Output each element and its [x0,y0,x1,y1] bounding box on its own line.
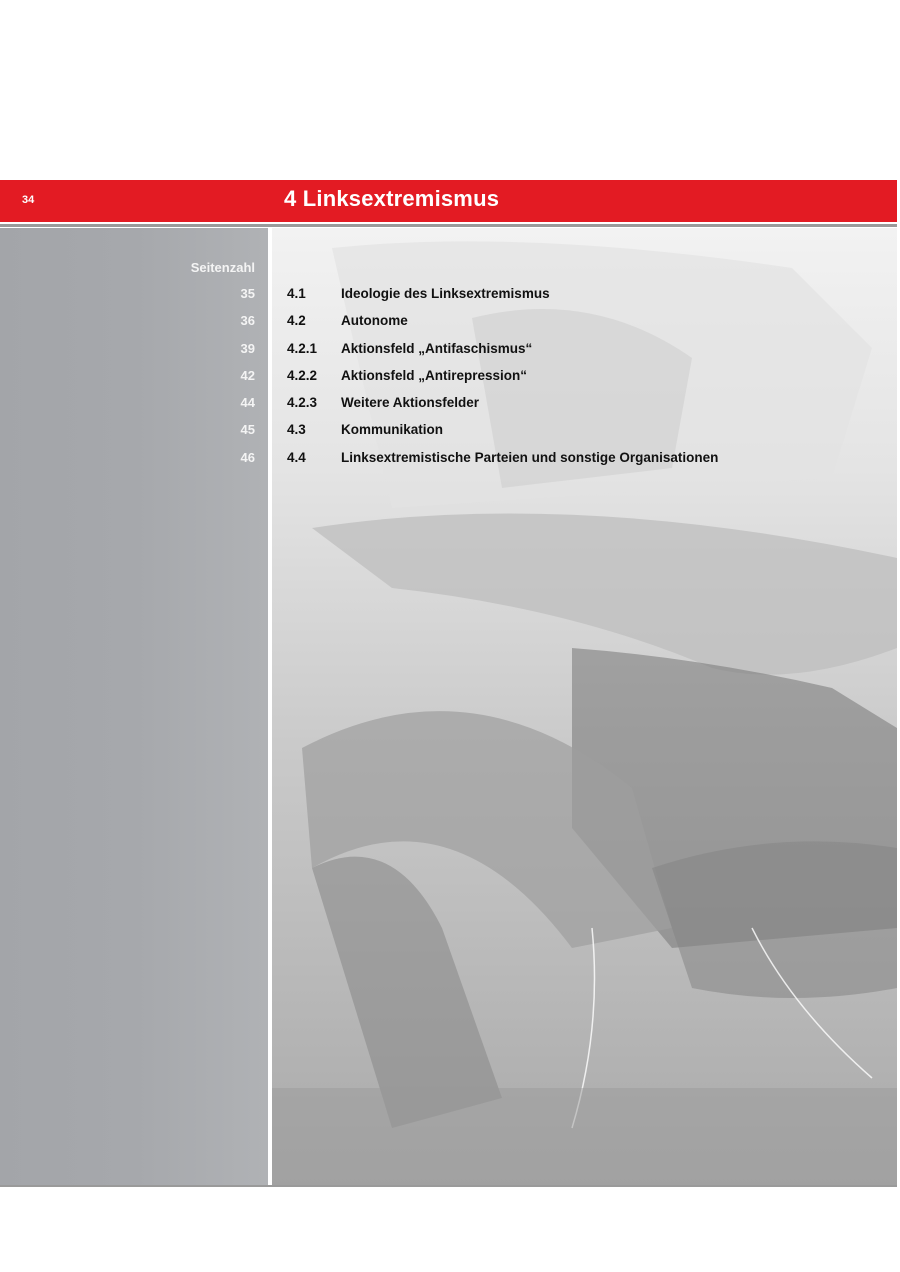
toc-section-title: Weitere Aktionsfelder [341,395,480,411]
toc-section-number: 4.4 [287,449,306,465]
toc-page-number: 46 [240,449,255,465]
toc-page-number: 44 [240,395,255,411]
toc-page-number: 36 [240,313,255,329]
footer-rule [0,1185,897,1187]
toc-page-number: 42 [240,367,255,383]
toc-entry[interactable] [287,444,887,471]
toc-entry[interactable] [287,335,887,362]
toc-entry[interactable] [287,307,887,334]
toc-entry[interactable] [287,389,887,416]
toc-page-numbers [0,280,255,471]
toc-entry[interactable] [287,416,887,443]
toc-section-number: 4.2 [287,313,306,329]
toc-section-title: Aktionsfeld „Antifaschismus“ [341,340,533,356]
toc-section-number: 4.2.1 [287,340,318,356]
header-divider-rule [0,224,897,227]
toc-section-title: Autonome [341,313,408,329]
toc-section-number: 4.1 [287,286,306,301]
page-column-label: Seitenzahl [190,260,255,275]
toc-page-number: 39 [240,340,255,356]
toc-page-number: 35 [240,286,255,301]
toc-section-title: Linksextremistische Parteien und sonstige Organisationen [341,449,719,465]
toc-section-title: Aktionsfeld „Antirepression“ [341,367,528,383]
toc-entry[interactable] [287,280,887,307]
toc-section-title: Ideologie des Linksextremismus [341,286,550,301]
toc-section-title: Kommunikation [341,422,444,438]
toc-section-number: 4.2.2 [287,367,318,383]
chapter-title: 4 Linksextremismus [284,186,500,211]
toc-section-number: 4.2.3 [287,395,318,411]
toc-section-number: 4.3 [287,422,306,438]
toc-entry[interactable] [287,362,887,389]
table-of-contents [287,280,887,471]
toc-page-number: 45 [240,422,255,438]
page-number: 34 [22,194,35,206]
